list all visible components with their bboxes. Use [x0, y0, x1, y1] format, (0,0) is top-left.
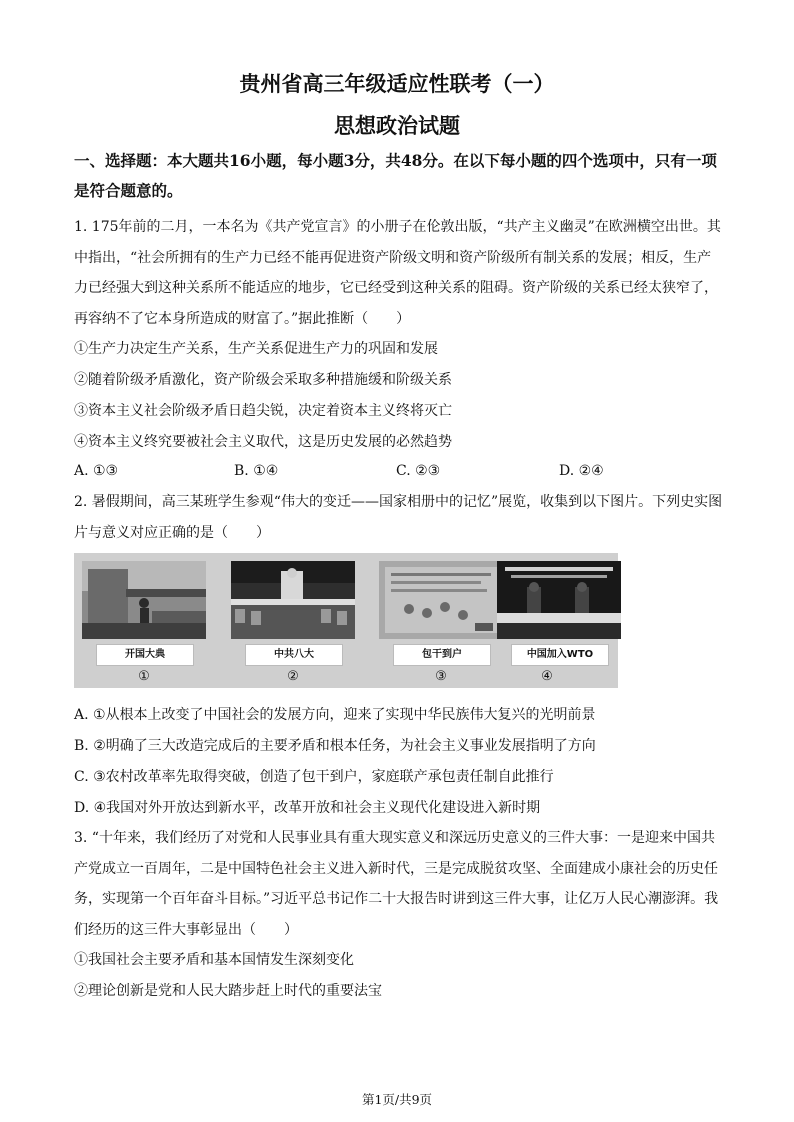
photo-founding-ceremony — [82, 561, 206, 639]
q1-item-1: ①生产力决定生产关系，生产关系促进生产力的巩固和发展 — [74, 341, 438, 357]
q1-option-d[interactable]: D. ②④ — [559, 463, 604, 479]
q3-stem: 3. “十年来，我们经历了对党和人民事业具有重大现实意义和深远历史意义的三件大事：一是迎来中国共产党成立一百周年，二是中国特色社会主义进入新时代，三是完成脱贫攻坚、全面建成小康社会的历史任务，实现第一个百年奋斗目标。”习近平总书记作二十大报告时讲到这三件大事，让亿万人民心潮澎湃。我们经历的这三件大事彰显出（ ） — [74, 830, 719, 938]
photo-caption-3: 包干到户 — [393, 644, 491, 666]
q1-option-a[interactable]: A. ①③ — [74, 463, 119, 479]
photo-caption-2: 中共八大 — [245, 644, 343, 666]
q1-item-2: ②随着阶级矛盾激化，资产阶级会采取多种措施缓和阶级关系 — [74, 372, 452, 388]
photo-household-contract — [379, 561, 503, 639]
photo-wto-accession — [497, 561, 621, 639]
q2-stem: 2. 暑假期间，高三某班学生参观“伟大的变迁——国家相册中的记忆”展览，收集到以下图片。下列史实图片与意义对应正确的是（ ） — [74, 494, 723, 541]
q2-option-a[interactable]: A. ①从根本上改变了中国社会的发展方向，迎来了实现中华民族伟大复兴的光明前景 — [74, 707, 596, 723]
photo-number-2: ② — [287, 669, 299, 684]
q1-stem: 1. 175年前的二月，一本名为《共产党宣言》的小册子在伦敦出版，“共产主义幽灵”在欧洲横空出世。其中指出，“社会所拥有的生产力已经不能再促进资产阶级文明和资产阶级所有制关系的发展；相反，生产力已经强大到这种关系所不能适应的地步，它已经受到这种关系的阻碍。资产阶级的关系已经太狭窄了，再容纳不了它本身所造成的财富了。”据此推断（ ） — [74, 219, 721, 327]
exam-subtitle: 思想政治试题 — [334, 113, 460, 138]
photo-eighth-congress — [231, 561, 355, 639]
q2-photo-strip — [74, 553, 618, 688]
q3-item-1: ①我国社会主要矛盾和基本国情发生深刻变化 — [74, 952, 354, 968]
photo-caption-4: 中国加入WTO — [511, 644, 609, 666]
q1-option-b[interactable]: B. ①④ — [234, 463, 279, 479]
q2-option-d[interactable]: D. ④我国对外开放达到新水平，改革开放和社会主义现代化建设进入新时期 — [74, 800, 541, 816]
photo-number-1: ① — [138, 669, 150, 684]
q1-option-c[interactable]: C. ②③ — [396, 463, 441, 479]
q2-option-b[interactable]: B. ②明确了三大改造完成后的主要矛盾和根本任务，为社会主义事业发展指明了方向 — [74, 738, 596, 754]
q1-item-3: ③资本主义社会阶级矛盾日趋尖锐，决定着资本主义终将灭亡 — [74, 403, 452, 419]
section-heading: 一、选择题：本大题共16小题，每小题3分，共48分。在以下每小题的四个选项中，只有一项是符合题意的。 — [74, 151, 717, 200]
page-footer: 第1页/共9页 — [361, 1092, 433, 1107]
photo-caption-1: 开国大典 — [96, 644, 194, 666]
photo-number-3: ③ — [435, 669, 447, 684]
q3-item-2: ②理论创新是党和人民大踏步赶上时代的重要法宝 — [74, 983, 382, 999]
q1-item-4: ④资本主义终究要被社会主义取代，这是历史发展的必然趋势 — [74, 434, 452, 450]
photo-number-4: ④ — [541, 669, 553, 684]
exam-title: 贵州省高三年级适应性联考（一） — [239, 71, 555, 96]
q2-option-c[interactable]: C. ③农村改革率先取得突破，创造了包干到户，家庭联产承包责任制自此推行 — [74, 769, 554, 785]
